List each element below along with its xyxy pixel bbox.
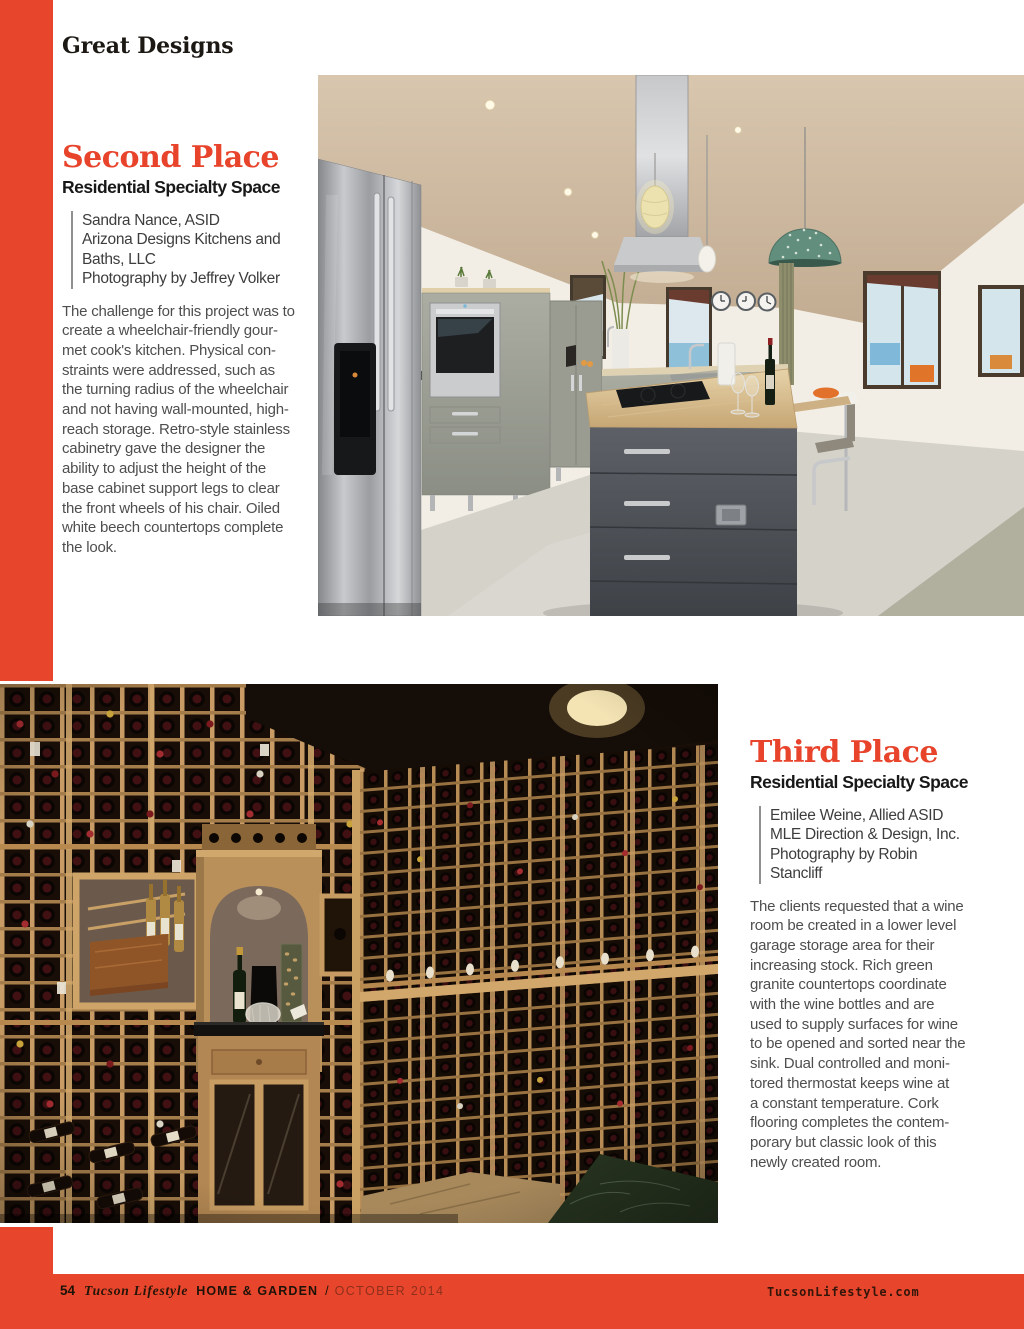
left-accent-bar-top: [0, 0, 53, 681]
magazine-title: Tucson Lifestyle: [84, 1283, 189, 1298]
credit-line: Stancliff: [770, 865, 823, 882]
body-line: and not having wall-mounted, high-: [62, 401, 289, 419]
body-line: cabinetry gave the designer the: [62, 440, 266, 458]
oven-cabinet-block: [422, 288, 550, 511]
knife-block: [566, 345, 576, 367]
body-line: with the wine bottles and are: [750, 996, 935, 1014]
footer-imprint: [60, 1283, 444, 1299]
wine-cellar-illustration: [0, 684, 718, 1223]
page-number: 54: [60, 1283, 76, 1298]
body-line: granite countertops coordinate: [750, 976, 947, 994]
credit-line: MLE Direction & Design, Inc.: [770, 826, 960, 843]
credit-line: Arizona Designs Kitchens and: [82, 231, 281, 248]
body-line: white beech countertops complete: [62, 519, 284, 537]
body-line: room be created in a lower level: [750, 917, 957, 935]
body-line: the turning radius of the wheelchair: [62, 381, 289, 399]
kitchen-photo-illustration: [318, 75, 1024, 616]
body-line: used to supply surfaces for wine: [750, 1015, 958, 1033]
body-line: tored thermostat keeps wine at: [750, 1074, 950, 1092]
credit-line: Emilee Weine, Allied ASID: [770, 806, 944, 824]
credit-line: Photography by Robin: [770, 845, 918, 863]
body-line: straints were addressed, such as: [62, 361, 275, 379]
footer-band: [0, 1274, 1024, 1329]
body-line: create a wheelchair-friendly gour-: [62, 322, 278, 340]
body-line: a constant temperature. Cork: [750, 1094, 939, 1112]
magazine-section: HOME & GARDEN: [196, 1284, 319, 1298]
body-line: sink. Dual controlled and moni-: [750, 1055, 950, 1073]
body-line: to be opened and sorted near the: [750, 1035, 966, 1053]
third-place-body: [750, 897, 976, 1173]
credit-line: Baths, LLC: [82, 250, 156, 268]
body-line: met cook's kitchen. Physical con-: [62, 341, 276, 359]
body-line: porary but classic look of this: [750, 1133, 937, 1151]
body-line: newly created room.: [750, 1153, 882, 1171]
second-place-category: Residential Specialty Space: [62, 176, 280, 197]
second-place-body: [62, 302, 304, 558]
footer-separator: /: [325, 1284, 329, 1298]
third-place-title: Third Place: [750, 735, 939, 770]
issue-date: OCTOBER 2014: [334, 1284, 445, 1298]
refrigerator: [318, 159, 421, 616]
second-place-title: Second Place: [62, 140, 280, 175]
patio-doors: [863, 271, 941, 389]
third-place-category: Residential Specialty Space: [750, 771, 968, 792]
body-line: the look.: [62, 538, 117, 556]
kitchen-photo: [318, 75, 1024, 616]
credit-line: Sandra Nance, ASID: [82, 211, 220, 229]
body-line: The challenge for this project was to: [62, 302, 295, 320]
body-line: The clients requested that a wine: [750, 897, 964, 915]
body-line: reach storage. Retro-style stainless: [62, 420, 290, 438]
section-label: Great Designs: [62, 33, 234, 59]
body-line: increasing stock. Rich green: [750, 956, 933, 974]
wall-clocks: [712, 292, 776, 311]
orange-bowl: [813, 388, 839, 399]
far-right-window: [978, 285, 1024, 377]
body-line: the front wheels of his chair. Oiled: [62, 499, 280, 517]
body-line: base cabinet support legs to clear: [62, 479, 280, 497]
third-place-section: [750, 737, 976, 1172]
plant-vase: [612, 329, 629, 369]
credit-line: Photography by Jeffrey Volker: [82, 270, 280, 287]
second-place-credits: [71, 211, 304, 289]
website-text: TucsonLifestyle.com: [767, 1285, 920, 1299]
body-line: ability to adjust the height of the: [62, 460, 266, 478]
body-line: garage storage area for their: [750, 936, 935, 954]
second-place-section: [62, 142, 304, 558]
third-place-credits: [759, 806, 976, 884]
body-line: flooring completes the contem-: [750, 1114, 950, 1132]
wine-cellar-photo: [0, 684, 718, 1223]
